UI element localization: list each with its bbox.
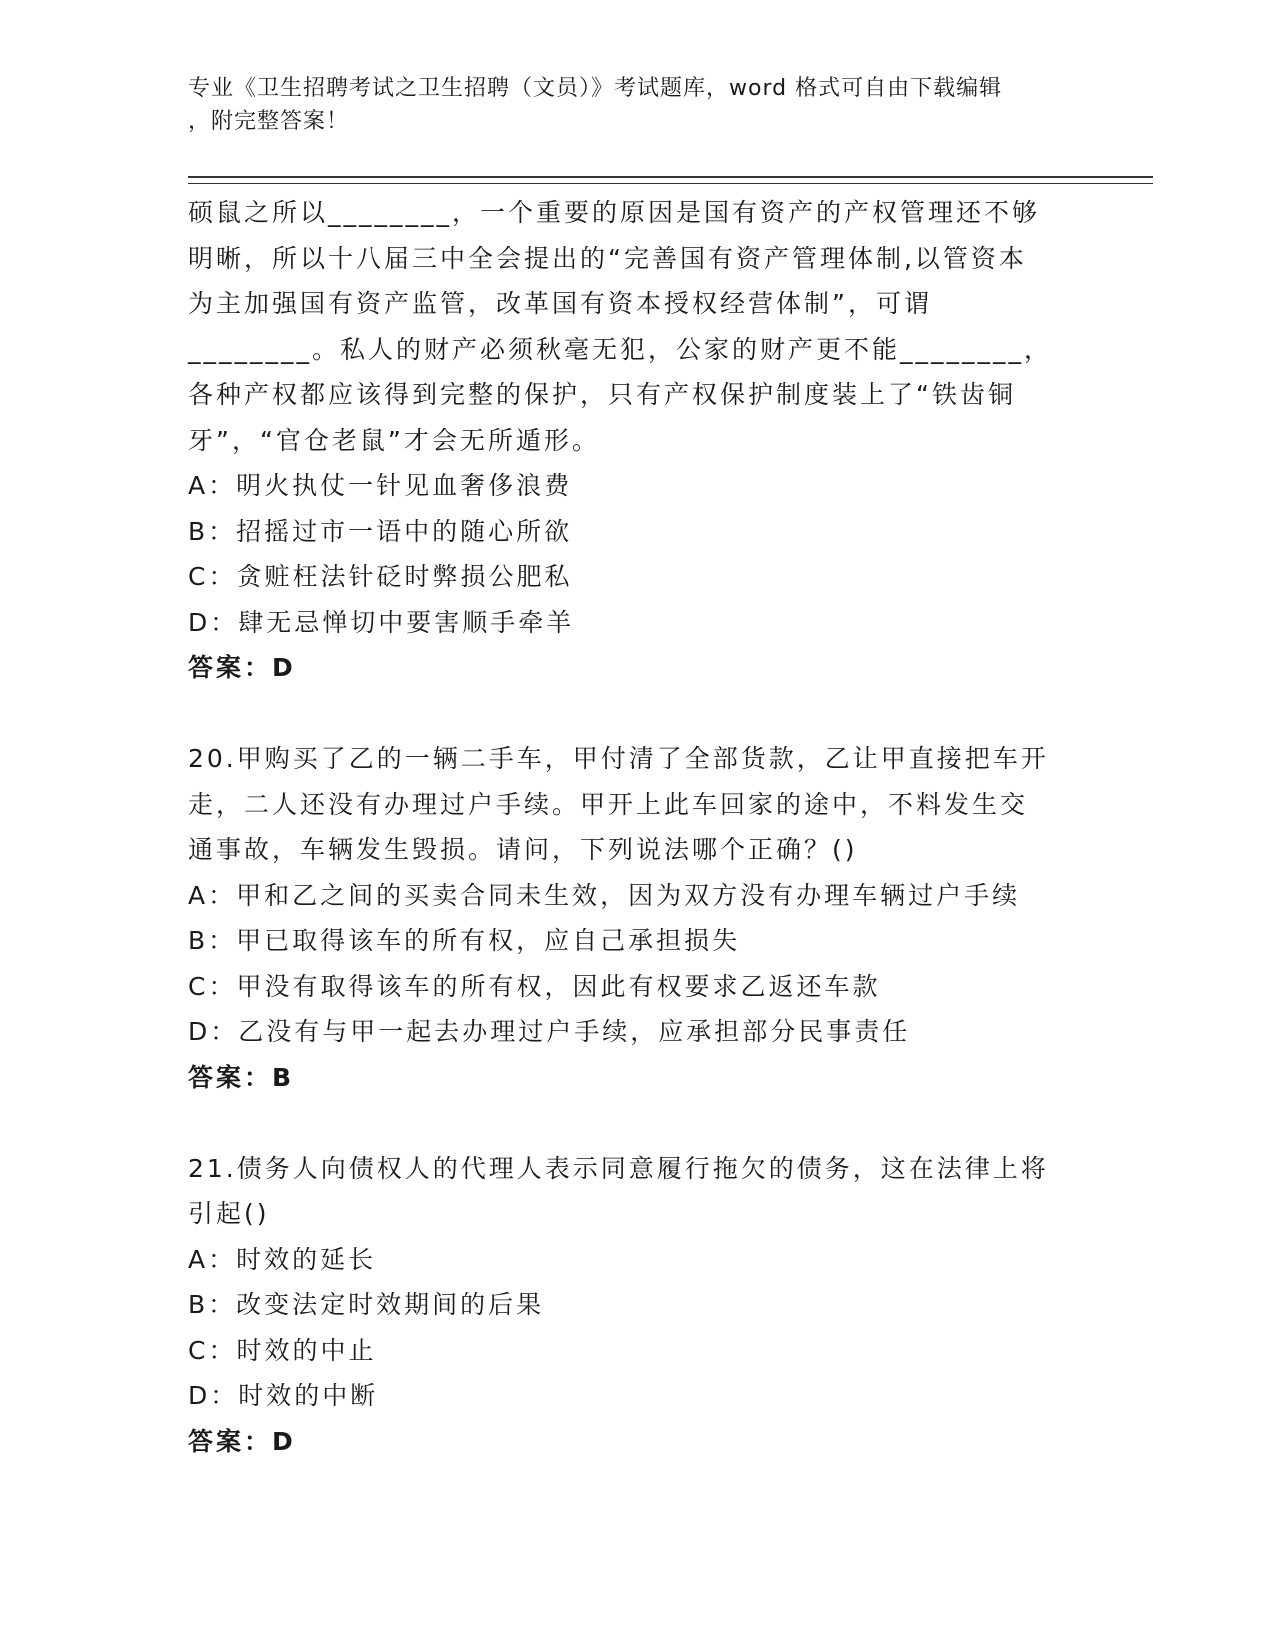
document-header	[188, 72, 1068, 138]
question-list	[188, 190, 1088, 1464]
option-a: A：明火执仗一针见血奢侈浪费	[188, 471, 573, 500]
option-b: B：甲已取得该车的所有权，应自己承担损失	[188, 926, 741, 955]
option-d: D：时效的中断	[188, 1381, 379, 1410]
option-a: A：时效的延长	[188, 1244, 377, 1274]
question-stem-line: 20.甲购买了乙的一辆二手车，甲付清了全部货款，乙让甲直接把车开	[188, 744, 1049, 773]
answer-label: 答案：D	[188, 1426, 296, 1456]
question-stem-line: 牙”，“官仓老鼠”才会无所遁形。	[188, 425, 600, 455]
option-b: B：改变法定时效期间的后果	[188, 1290, 545, 1319]
option-d: D：肆无忌惮切中要害顺手牵羊	[188, 607, 575, 637]
question-stem-line: 走，二人还没有办理过户手续。甲开上此车回家的途中，不料发生交	[188, 789, 1029, 819]
question-spacer	[188, 1100, 1088, 1146]
option-c: C：贪赃枉法针砭时弊损公肥私	[188, 562, 573, 591]
option-c: C：甲没有取得该车的所有权，因此有权要求乙返还车款	[188, 971, 881, 1001]
question-block	[188, 736, 1088, 1100]
option-b: B：招摇过市一语中的随心所欲	[188, 516, 573, 546]
header-divider	[188, 176, 1153, 178]
question-stem-line: 21.债务人向债权人的代理人表示同意履行拖欠的债务，这在法律上将	[188, 1153, 1049, 1183]
question-block	[188, 1146, 1088, 1465]
option-a: A：甲和乙之间的买卖合同未生效，因为双方没有办理车辆过户手续	[188, 880, 1021, 910]
answer-label: 答案：D	[188, 653, 296, 682]
option-d: D：乙没有与甲一起去办理过户手续，应承担部分民事责任	[188, 1017, 911, 1046]
header-title-line: 专业《卫生招聘考试之卫生招聘（文员）》考试题库，word 格式可自由下载编辑	[188, 76, 1003, 101]
question-stem-line: 硕鼠之所以________，一个重要的原因是国有资产的产权管理还不够	[188, 198, 1041, 227]
question-block	[188, 190, 1088, 691]
question-stem-line: 各种产权都应该得到完整的保护，只有产权保护制度装上了“铁齿铜	[188, 380, 1016, 409]
question-stem-line: 为主加强国有资产监管，改革国有资本授权经营体制”，可谓	[188, 289, 932, 318]
header-divider	[188, 183, 1153, 184]
option-c: C：时效的中止	[188, 1335, 377, 1365]
question-stem-line: 引起()	[188, 1199, 270, 1228]
question-stem-line: 通事故，车辆发生毁损。请问，下列说法哪个正确？()	[188, 835, 858, 864]
question-stem-line: 明晰，所以十八届三中全会提出的“完善国有资产管理体制,以管资本	[188, 243, 1027, 273]
header-title-line: ，附完整答案！	[188, 109, 350, 134]
question-stem-line: ________。私人的财产必须秋毫无犯，公家的财产更不能________，	[188, 334, 1053, 364]
answer-label: 答案：B	[188, 1062, 295, 1092]
question-spacer	[188, 691, 1088, 737]
